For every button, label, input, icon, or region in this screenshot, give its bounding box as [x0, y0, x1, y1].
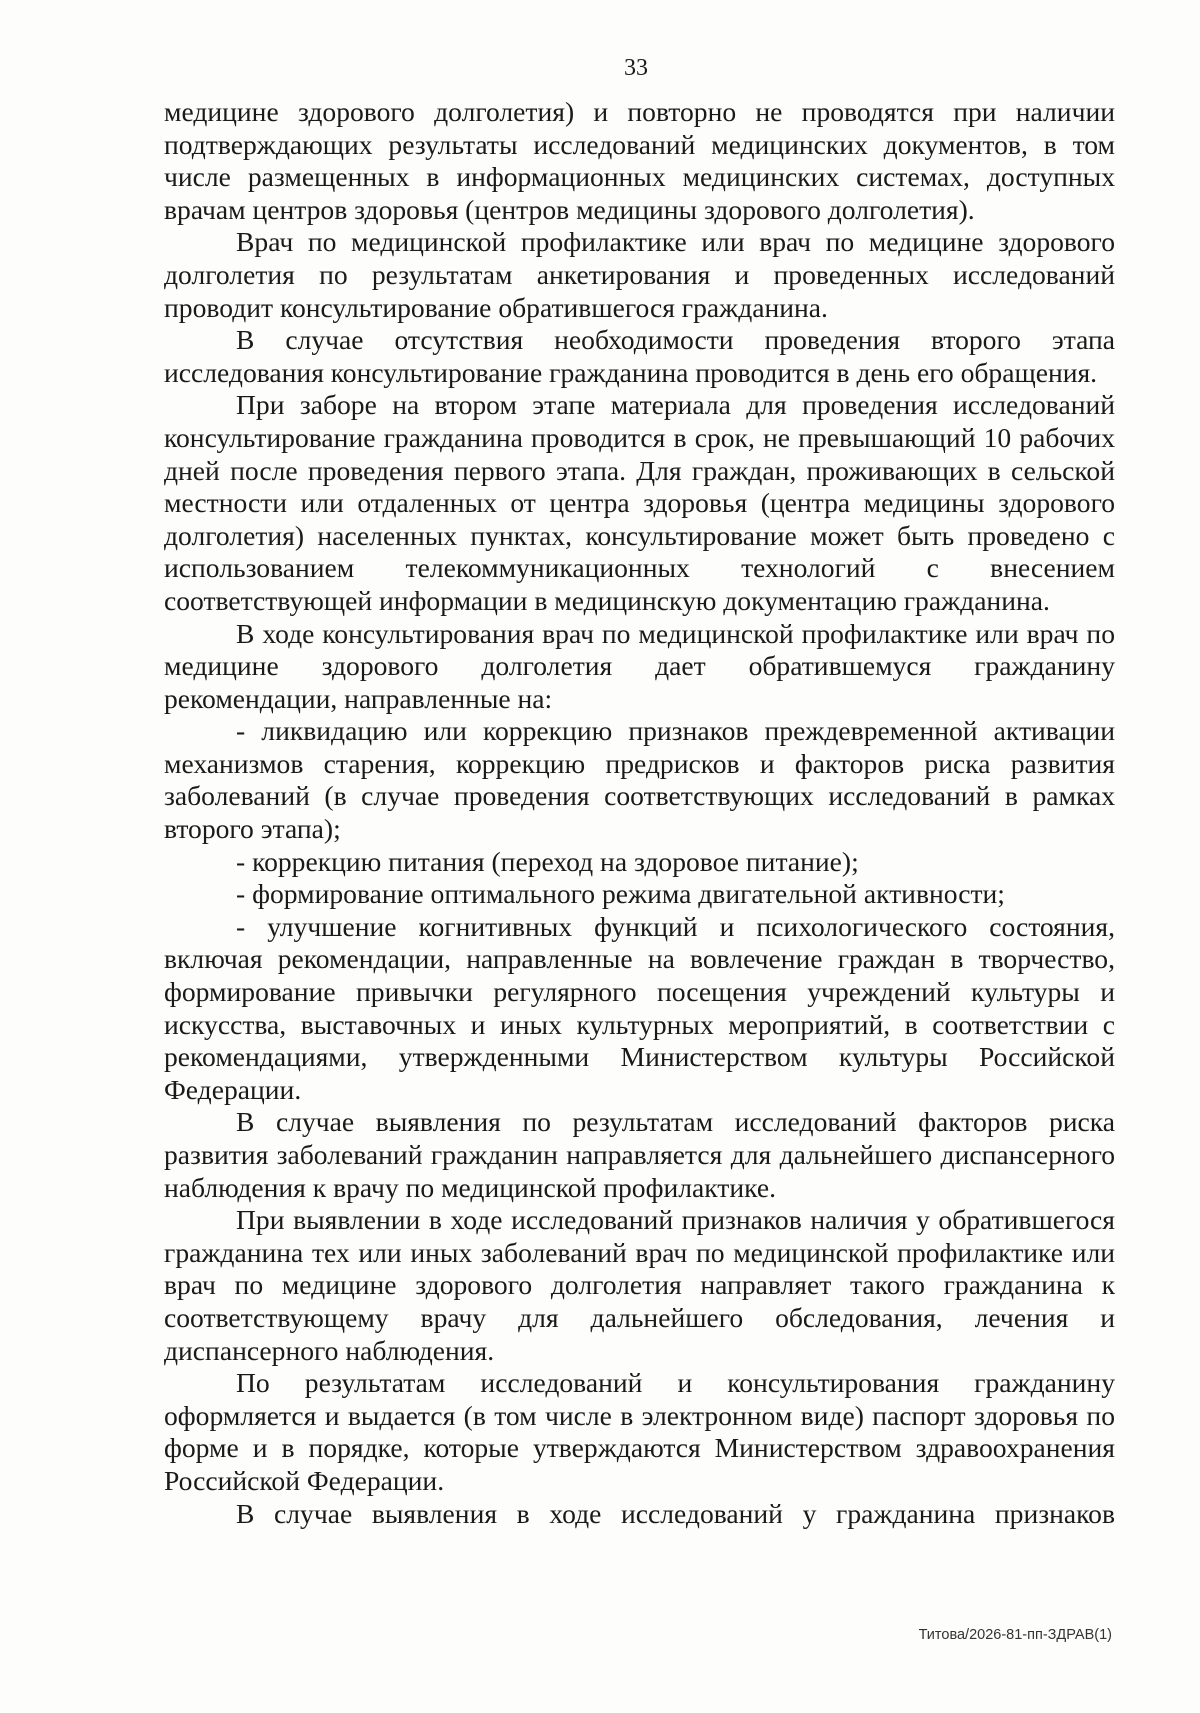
paragraph-second-stage-term: При заборе на втором этапе материала для проведения исследований консультирование гражданина проводится в срок, не превышающий 10 рабочих дней после проведения первого этапа. Для граждан, проживающих в сельской местности или отдаленных от центра здоровья (центра медицины здорового долголетия) населенных пунктах, консультирование может быть проведено с использованием телекоммуникационных технологий с внесением соответствующей информации в медицинскую документацию гражданина.	[164, 389, 1115, 616]
paragraph-recommendations-intro: В ходе консультирования врач по медицинской профилактике или врач по медицине здорового долголетия дает обратившемуся гражданину рекомендации, направленные на:	[164, 617, 1115, 714]
paragraph-diseases-referral: При выявлении в ходе исследований признаков наличия у обратившегося гражданина тех или иных заболеваний врач по медицинской профилактике или врач по медицине здорового долголетия направляет такого гражданина к соответствующему врачу для дальнейшего обследования, лечения и диспансерного наблюдения.	[164, 1204, 1115, 1366]
document-footer-id: Титова/2026-81-пп-ЗДРАВ(1)	[918, 1627, 1112, 1643]
paragraph-no-second-stage: В случае отсутствия необходимости проведения второго этапа исследования консультирование гражданина проводится в день его обращения.	[164, 324, 1115, 388]
list-item-physical-activity: - формирование оптимального режима двигательной активности;	[236, 878, 1005, 910]
paragraph-last-line: В случае выявления в ходе исследований у гражданина признаков	[236, 1497, 1115, 1529]
document-body	[164, 96, 1115, 1530]
list-item-nutrition: - коррекцию питания (переход на здоровое питание);	[236, 845, 859, 877]
paragraph-risk-factors: В случае выявления по результатам исследований факторов риска развития заболеваний гражданин направляется для дальнейшего диспансерного наблюдения к врачу по медицинской профилактике.	[164, 1106, 1115, 1203]
paragraph-health-passport: По результатам исследований и консультирования гражданину оформляется и выдается (в том числе в электронном виде) паспорт здоровья по форме и в порядке, которые утверждаются Министерством здравоохранения Российской Федерации.	[164, 1367, 1115, 1496]
paragraph-consultation: Врач по медицинской профилактике или врач по медицине здорового долголетия по результатам анкетирования и проведенных исследований проводит консультирование обратившегося гражданина.	[164, 226, 1115, 323]
paragraph-continuation: медицине здорового долголетия) и повторно не проводятся при наличии подтверждающих результаты исследований медицинских документов, в том числе размещенных в информационных медицинских системах, доступных врачам центров здоровья (центров медицины здорового долголетия).	[164, 96, 1115, 225]
list-item-cognitive: - улучшение когнитивных функций и психологического состояния, включая рекомендации, направленные на вовлечение граждан в творчество, формирование привычки регулярного посещения учреждений культуры и искусства, выставочных и иных культурных мероприятий, в соответствии с рекомендациями, утвержденными Министерством культуры Российской Федерации.	[164, 910, 1115, 1105]
page-number: 33	[624, 55, 648, 81]
list-item-aging-correction: - ликвидацию или коррекцию признаков преждевременной активации механизмов старения, коррекцию предрисков и факторов риска развития заболеваний (в случае проведения соответствующих исследований в рамках второго этапа);	[164, 715, 1115, 845]
